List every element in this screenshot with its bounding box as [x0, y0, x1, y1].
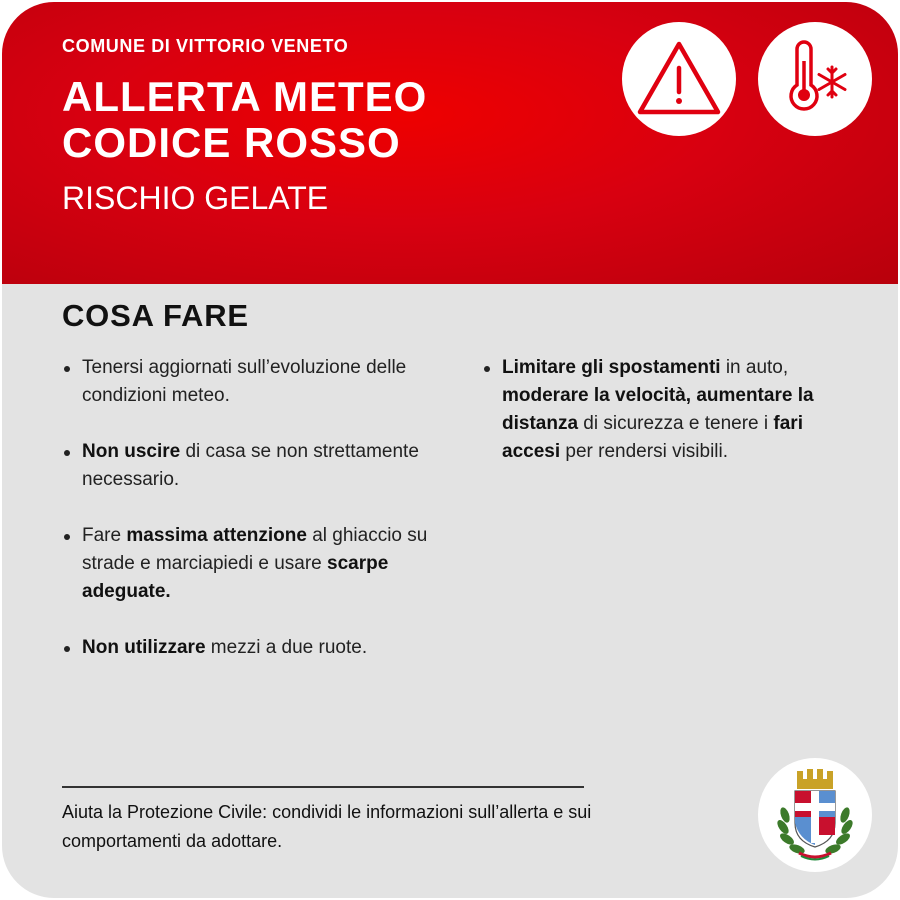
- body-text: di casa se non strettamente necessario.: [82, 441, 419, 490]
- body-text: Tenersi aggiornati sull’evoluzione delle condizioni meteo.: [82, 357, 407, 406]
- list-item: [62, 634, 442, 662]
- emphasis-text: Limitare gli spostamenti: [502, 357, 721, 378]
- body-text: di sicurezza e tenere i: [578, 413, 774, 434]
- emphasis-text: Non uscire: [82, 441, 181, 462]
- alert-card: [2, 2, 898, 898]
- list-item: [62, 522, 442, 606]
- emphasis-text: scarpe adeguate.: [82, 553, 389, 602]
- footer-text: Aiuta la Protezione Civile: condividi le informazioni sull’allerta e sui comportamenti da adottare.: [62, 802, 592, 851]
- municipality-name: COMUNE DI VITTORIO VENETO: [62, 36, 349, 56]
- list-item: [62, 354, 442, 410]
- thermometer-snowflake-icon: [758, 22, 872, 136]
- list-item: [62, 438, 442, 494]
- list-item: [482, 354, 862, 466]
- body-text: mezzi a due ruote.: [205, 637, 368, 658]
- emphasis-text: Non utilizzare: [82, 637, 206, 658]
- section-title: COSA FARE: [62, 298, 249, 333]
- municipal-coat-of-arms-icon: [758, 758, 872, 872]
- alert-title: [62, 74, 427, 166]
- body-text: per rendersi visibili.: [560, 441, 729, 462]
- alert-header: [2, 2, 898, 284]
- alert-title-line1: ALLERTA METEO: [62, 73, 428, 120]
- body-text: al ghiaccio su strade e marciapiedi e usare: [82, 525, 428, 574]
- body-text: Fare: [82, 525, 127, 546]
- alert-title-line2: CODICE ROSSO: [62, 119, 401, 166]
- instructions-list-right: [482, 354, 862, 466]
- alert-subtitle: RISCHIO GELATE: [62, 180, 329, 216]
- emphasis-text: massima attenzione: [126, 525, 307, 546]
- emphasis-text: fari accesi: [502, 413, 803, 462]
- warning-triangle-icon: [622, 22, 736, 136]
- emphasis-text: moderare la velocità, aumentare la distanza: [502, 385, 814, 434]
- body-text: in auto,: [720, 357, 789, 378]
- footer-divider: [62, 786, 584, 788]
- instructions-list-left: [62, 354, 442, 690]
